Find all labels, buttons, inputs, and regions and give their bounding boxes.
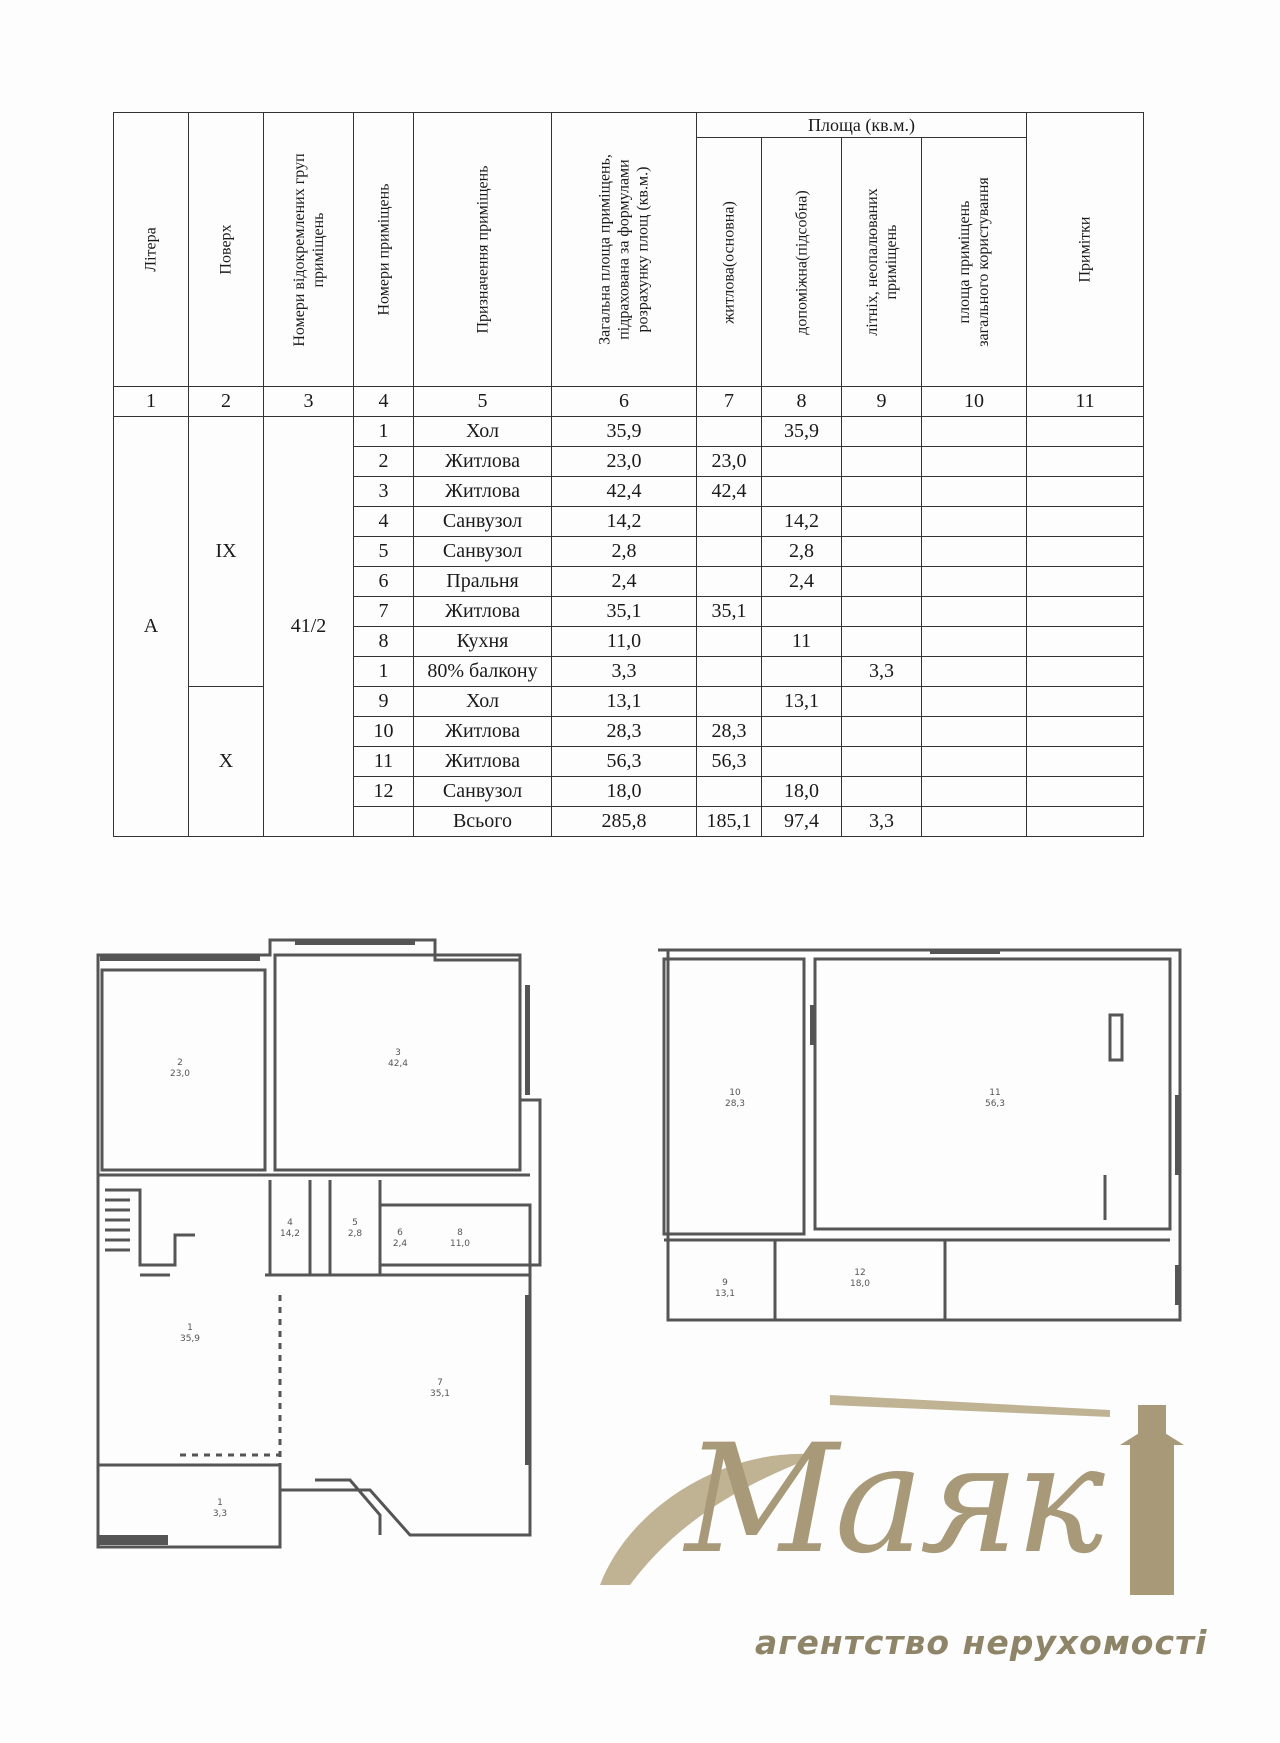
room-area-label: 2,8: [347, 1229, 363, 1239]
cell-summer: [842, 627, 922, 657]
cell-floor: X: [189, 687, 264, 837]
cell-summer: [842, 777, 922, 807]
col-number: 4: [354, 387, 414, 417]
lighthouse-icon: [1120, 1405, 1184, 1595]
cell-empty: [922, 747, 1027, 777]
cell-no: 9: [354, 687, 414, 717]
cell-living: 35,1: [697, 597, 762, 627]
cell-total: 56,3: [552, 747, 697, 777]
cell-aux: [762, 597, 842, 627]
cell-aux: 2,4: [762, 567, 842, 597]
total-cell-purpose: Всього: [414, 807, 552, 837]
cell-no: 2: [354, 447, 414, 477]
cell-aux: [762, 717, 842, 747]
cell-empty: [922, 717, 1027, 747]
cell-empty: [1027, 747, 1144, 777]
cell-summer: [842, 477, 922, 507]
room-area-label: 35,9: [179, 1334, 201, 1344]
cell-aux: 14,2: [762, 507, 842, 537]
cell-empty: [1027, 537, 1144, 567]
floor-plan-ix-drawing: [80, 935, 600, 1575]
header-summer: літніх, неопалюваних приміщень: [842, 138, 922, 387]
cell-purpose: Житлова: [414, 717, 552, 747]
cell-empty: [354, 807, 414, 837]
cell-living: 23,0: [697, 447, 762, 477]
cell-living: [697, 417, 762, 447]
cell-empty: [1027, 717, 1144, 747]
cell-empty: [922, 627, 1027, 657]
cell-living: 56,3: [697, 747, 762, 777]
cell-aux: [762, 657, 842, 687]
cell-summer: [842, 417, 922, 447]
floor-plan-x-drawing: [650, 945, 1190, 1375]
area-table: [113, 112, 1144, 837]
cell-living: [697, 507, 762, 537]
header-groups: Номери відокремлених груп приміщень: [264, 113, 354, 387]
cell-no: 11: [354, 747, 414, 777]
room-area-label: 42,4: [387, 1059, 409, 1069]
cell-total: 11,0: [552, 627, 697, 657]
room-area-label: 2,4: [392, 1239, 408, 1249]
room-area-label: 23,0: [169, 1069, 191, 1079]
logo-wordmark: Маяк: [685, 1413, 1101, 1587]
total-cell-total: 285,8: [552, 807, 697, 837]
logo-tagline: агентство нерухомості: [755, 1623, 1208, 1662]
cell-empty: [1027, 507, 1144, 537]
col-number: 5: [414, 387, 552, 417]
col-number: 6: [552, 387, 697, 417]
cell-purpose: Санвузол: [414, 507, 552, 537]
cell-empty: [922, 447, 1027, 477]
cell-summer: [842, 447, 922, 477]
cell-total: 28,3: [552, 717, 697, 747]
cell-summer: 3,3: [842, 657, 922, 687]
cell-living: [697, 627, 762, 657]
cell-purpose: Санвузол: [414, 537, 552, 567]
cell-empty: [922, 597, 1027, 627]
header-area-group: Площа (кв.м.): [697, 113, 1027, 138]
cell-empty: [1027, 447, 1144, 477]
cell-empty: [922, 777, 1027, 807]
col-number: 7: [697, 387, 762, 417]
cell-total: 2,4: [552, 567, 697, 597]
col-number: 10: [922, 387, 1027, 417]
cell-purpose: 80% балкону: [414, 657, 552, 687]
cell-total: 14,2: [552, 507, 697, 537]
cell-purpose: Хол: [414, 417, 552, 447]
total-cell-aux: 97,4: [762, 807, 842, 837]
cell-summer: [842, 537, 922, 567]
room-number-label: 5: [352, 1218, 358, 1228]
cell-empty: [1027, 477, 1144, 507]
floor-plan-x: [650, 945, 1190, 1375]
column-number-row: [114, 387, 1144, 417]
cell-empty: [1027, 657, 1144, 687]
room-number-label: 12: [854, 1268, 866, 1278]
room-area-label: 28,3: [724, 1099, 746, 1109]
room-number-label: 2: [177, 1058, 183, 1068]
floor-plan-ix: [80, 935, 600, 1575]
cell-total: 18,0: [552, 777, 697, 807]
agency-logo: [590, 1385, 1230, 1685]
cell-purpose: Кухня: [414, 627, 552, 657]
cell-aux: [762, 747, 842, 777]
cell-living: [697, 537, 762, 567]
cell-purpose: Житлова: [414, 597, 552, 627]
cell-empty: [1027, 417, 1144, 447]
cell-no: 7: [354, 597, 414, 627]
cell-total: 35,9: [552, 417, 697, 447]
cell-empty: [922, 687, 1027, 717]
room-number-label: 10: [729, 1088, 741, 1098]
room-area-label: 13,1: [714, 1289, 736, 1299]
cell-summer: [842, 687, 922, 717]
cell-no: 8: [354, 627, 414, 657]
cell-aux: 2,8: [762, 537, 842, 567]
header-common: площа приміщень загального користування: [922, 138, 1027, 387]
cell-group: 41/2: [264, 417, 354, 837]
cell-purpose: Хол: [414, 687, 552, 717]
table-body: [114, 417, 1144, 837]
cell-total: 42,4: [552, 477, 697, 507]
cell-total: 3,3: [552, 657, 697, 687]
cell-empty: [922, 417, 1027, 447]
cell-empty: [922, 567, 1027, 597]
room-number-label: 4: [287, 1218, 293, 1228]
col-number: 3: [264, 387, 354, 417]
cell-no: 1: [354, 657, 414, 687]
room-area-label: 14,2: [279, 1229, 301, 1239]
cell-empty: [1027, 627, 1144, 657]
cell-aux: 35,9: [762, 417, 842, 447]
col-number: 11: [1027, 387, 1144, 417]
table-row: [114, 417, 1144, 447]
cell-empty: [922, 477, 1027, 507]
room-number-label: 7: [437, 1378, 443, 1388]
room-area-label: 35,1: [429, 1389, 451, 1399]
cell-no: 10: [354, 717, 414, 747]
cell-empty: [922, 657, 1027, 687]
cell-no: 1: [354, 417, 414, 447]
cell-summer: [842, 717, 922, 747]
room-area-label: 56,3: [984, 1099, 1006, 1109]
cell-purpose: Пральня: [414, 567, 552, 597]
col-number: 1: [114, 387, 189, 417]
total-cell-living: 185,1: [697, 807, 762, 837]
cell-aux: 13,1: [762, 687, 842, 717]
cell-no: 4: [354, 507, 414, 537]
cell-summer: [842, 747, 922, 777]
col-number: 9: [842, 387, 922, 417]
cell-empty: [1027, 687, 1144, 717]
room-number-label: 8: [457, 1228, 463, 1238]
cell-total: 23,0: [552, 447, 697, 477]
cell-aux: 18,0: [762, 777, 842, 807]
cell-living: [697, 567, 762, 597]
cell-aux: [762, 447, 842, 477]
header-aux: допоміжна(підсобна): [762, 138, 842, 387]
cell-litera: А: [114, 417, 189, 837]
cell-living: [697, 657, 762, 687]
cell-empty: [1027, 777, 1144, 807]
room-number-label: 9: [722, 1278, 728, 1288]
cell-empty: [922, 807, 1027, 837]
header-rooms: Номери приміщень: [354, 113, 414, 387]
header-notes: Примітки: [1027, 113, 1144, 387]
cell-purpose: Житлова: [414, 747, 552, 777]
cell-empty: [1027, 597, 1144, 627]
room-number-label: 1: [217, 1498, 223, 1508]
header-living: житлова(основна): [697, 138, 762, 387]
cell-living: [697, 687, 762, 717]
col-number: 8: [762, 387, 842, 417]
header-litera: Літера: [114, 113, 189, 387]
room-area-label: 3,3: [212, 1509, 228, 1519]
cell-empty: [922, 507, 1027, 537]
total-cell-summer: 3,3: [842, 807, 922, 837]
cell-living: [697, 777, 762, 807]
cell-no: 12: [354, 777, 414, 807]
cell-summer: [842, 507, 922, 537]
cell-total: 35,1: [552, 597, 697, 627]
cell-aux: 11: [762, 627, 842, 657]
room-number-label: 11: [989, 1088, 1001, 1098]
room-area-label: 11,0: [449, 1239, 471, 1249]
header-total: Загальна площа приміщень, підрахована за формулами розрахунку площ (кв.м.): [552, 113, 697, 387]
cell-no: 5: [354, 537, 414, 567]
cell-living: 28,3: [697, 717, 762, 747]
header-poverkh: Поверх: [189, 113, 264, 387]
cell-no: 6: [354, 567, 414, 597]
room-number-label: 3: [395, 1048, 401, 1058]
cell-empty: [1027, 567, 1144, 597]
room-number-label: 6: [397, 1228, 403, 1238]
cell-purpose: Санвузол: [414, 777, 552, 807]
cell-summer: [842, 567, 922, 597]
col-number: 2: [189, 387, 264, 417]
cell-no: 3: [354, 477, 414, 507]
room-number-label: 1: [187, 1323, 193, 1333]
cell-total: 2,8: [552, 537, 697, 567]
cell-living: 42,4: [697, 477, 762, 507]
cell-floor: IX: [189, 417, 264, 687]
header-purpose: Призначення приміщень: [414, 113, 552, 387]
cell-total: 13,1: [552, 687, 697, 717]
cell-summer: [842, 597, 922, 627]
cell-empty: [922, 537, 1027, 567]
cell-empty: [1027, 807, 1144, 837]
cell-aux: [762, 477, 842, 507]
room-area-label: 18,0: [849, 1279, 871, 1289]
cell-purpose: Житлова: [414, 477, 552, 507]
cell-purpose: Житлова: [414, 447, 552, 477]
